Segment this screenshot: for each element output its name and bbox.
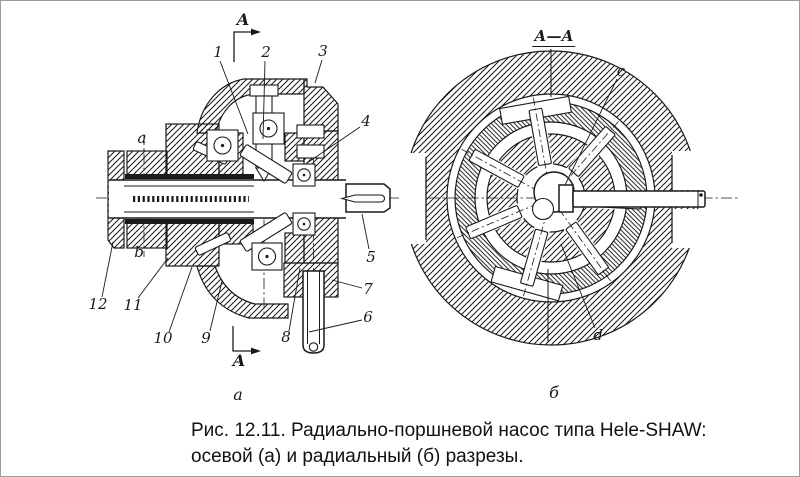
view-b-sublabel: б [549, 383, 559, 402]
callout-layer [1, 1, 799, 476]
callout-label-1: 1 [213, 43, 223, 61]
callout-label-5: 5 [366, 248, 376, 266]
view-b-section-title: А—А [534, 27, 574, 45]
callout-label-d: d [593, 326, 603, 344]
section-letter-top: А [236, 10, 250, 29]
caption-line-2: осевой (а) и радиальный (б) разрезы. [191, 446, 524, 467]
callout-label-9: 9 [201, 329, 211, 347]
callout-label-c: c [616, 62, 626, 80]
callout-label-a: a [137, 129, 147, 147]
callout-label-8: 8 [281, 328, 291, 346]
callout-label-7: 7 [363, 280, 373, 298]
callout-label-10: 10 [153, 329, 173, 347]
callout-label-12: 12 [88, 295, 108, 313]
callout-label-2: 2 [261, 43, 271, 61]
section-letter-bottom: А [232, 351, 246, 370]
callout-label-4: 4 [361, 112, 371, 130]
callout-label-6: 6 [363, 308, 373, 326]
callout-label-b: b [134, 243, 144, 261]
callout-label-11: 11 [123, 296, 143, 314]
caption-line-1: Рис. 12.11. Радиально-поршневой насос типа Hele-SHAW: [191, 420, 707, 441]
view-a-sublabel: а [233, 385, 243, 404]
figure-caption [191, 418, 707, 470]
callout-label-3: 3 [318, 42, 328, 60]
